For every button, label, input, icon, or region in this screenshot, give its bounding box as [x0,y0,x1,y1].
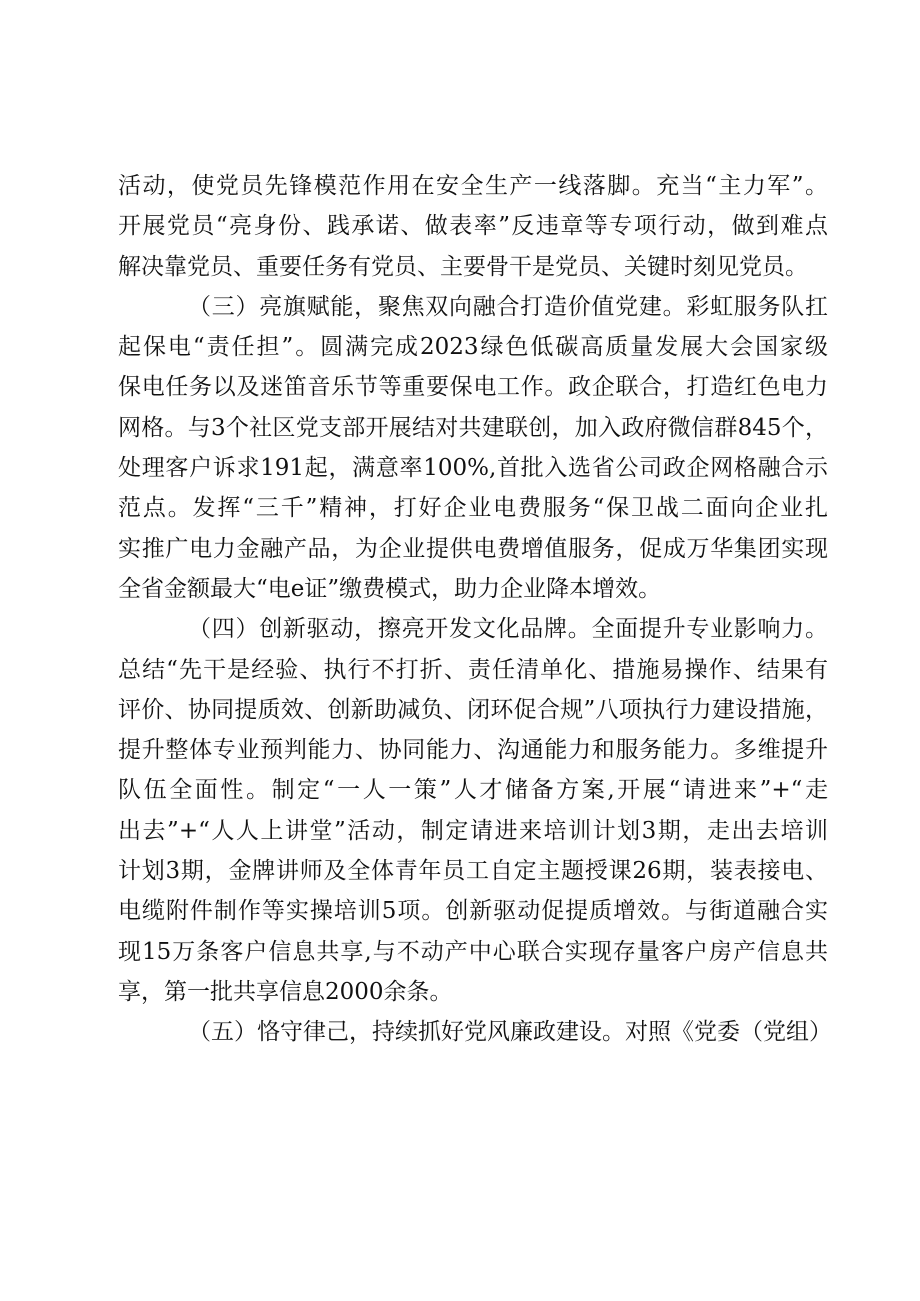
text-line: 处理客户诉求191起，满意率100%,首批入选省公司政企网格融合示 [118,455,828,482]
text-line: 总结“先干是经验、执行不打折、责任清单化、措施易操作、结果有 [118,656,828,683]
document-body [118,166,832,1053]
text-line: 评价、协同提质效、创新助减负、闭环促合规”八项执行力建设措施， [118,696,828,723]
text-line: 提升整体专业预判能力、协同能力、沟通能力和服务能力。多维提升 [118,737,828,764]
section-heading-five: （五）恪守律己，持续抓好党风廉政建设。对照《党委（党组） [188,1019,832,1046]
text-line: 实推广电力金融产品，为企业提供电费增值服务，促成万华集团实现 [118,535,828,562]
text-line: 保电任务以及迷笛音乐节等重要保电工作。政企联合，打造红色电力 [118,374,828,401]
section-heading-four: （四）创新驱动，擦亮开发文化品牌。全面提升专业影响力。 [188,616,828,643]
text-line: 出去”+“人人上讲堂”活动，制定请进来培训计划3期，走出去培训 [118,817,828,844]
text-line: 活动，使党员先锋模范作用在安全生产一线落脚。充当“主力军”。 [118,173,828,199]
text-line: 起保电“责任担”。圆满完成2023绿色低碳高质量发展大会国家级 [118,334,828,361]
text-line: 网格。与3个社区党支部开展结对共建联创，加入政府微信群845个， [118,414,828,441]
text-line: 享，第一批共享信息2000余条。 [118,978,453,1005]
text-line: 现15万条客户信息共享,与不动产中心联合实现存量客户房产信息共 [118,938,828,965]
text-line: 计划3期，金牌讲师及全体青年员工自定主题授课26期，装表接电、 [118,858,828,885]
section-heading-three: （三）亮旗赋能，聚焦双向融合打造价值党建。彩虹服务队扛 [188,293,828,320]
text-line: 开展党员“亮身份、践承诺、做表率”反违章等专项行动，做到难点 [118,213,828,240]
text-line: 全省金额最大“电e证”缴费模式，助力企业降本增效。 [118,575,662,602]
text-line: 解决靠党员、重要任务有党员、主要骨干是党员、关键时刻见党员。 [118,253,808,280]
text-line: 队伍全面性。制定“一人一策”人才储备方案,开展“请进来”+“走 [118,777,828,804]
text-line: 范点。发挥“三千”精神，打好企业电费服务“保卫战二面向企业扎 [118,495,828,522]
text-line: 电缆附件制作等实操培训5项。创新驱动促提质增效。与街道融合实 [118,898,828,925]
